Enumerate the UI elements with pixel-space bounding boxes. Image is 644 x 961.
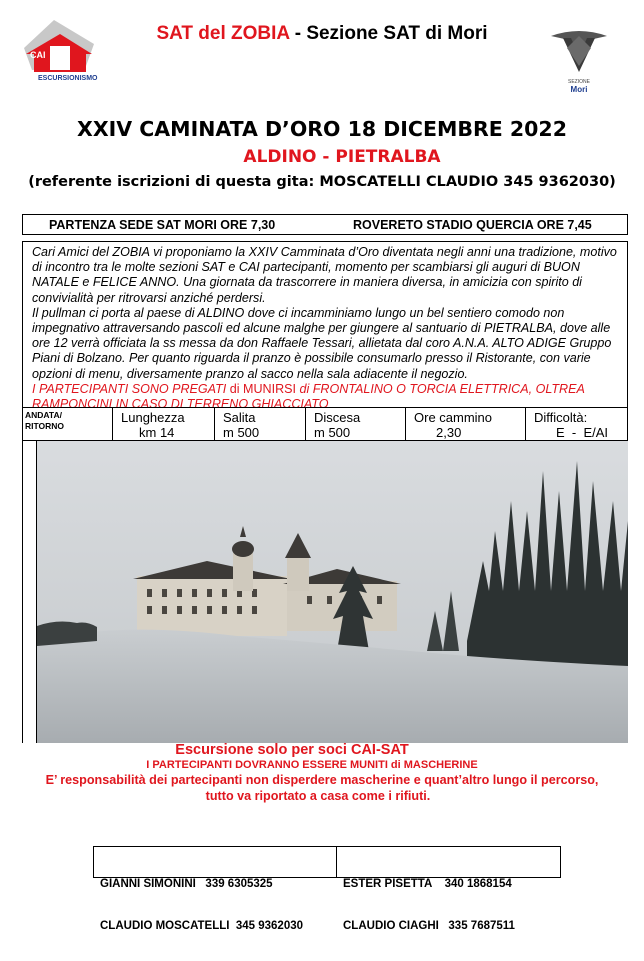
- salita-value: m 500: [223, 425, 260, 440]
- contact-moscatelli: CLAUDIO MOSCATELLI 345 9362030: [100, 920, 304, 932]
- lunghezza-label: Lunghezza: [121, 410, 185, 425]
- departure-rovereto: ROVERETO STADIO QUERCIA ORE 7,45: [353, 218, 592, 232]
- lunghezza-cell: [113, 408, 215, 440]
- cai-logo-text: CAI: [30, 50, 46, 60]
- mascherine-note: I PARTECIPANTI DOVRANNO ESSERE MUNITI di MASCHERINE: [146, 759, 478, 771]
- sezione-logo-text: SEZIONE: [568, 79, 590, 85]
- header-title: [0, 23, 644, 45]
- event-referente: (referente iscrizioni di questa gita: MOSCATELLI CLAUDIO 345 9362030): [28, 174, 616, 190]
- header-title-red: SAT del ZOBIA: [156, 23, 290, 44]
- warning-part-c: di FRONTALINO O TORCIA ELETTRICA, OLTREA RAMPONCINI IN CASO DI TERRENO GHIACCIATO: [32, 381, 585, 412]
- stats-row: [22, 407, 628, 441]
- soci-note: Escursione solo per soci CAI-SAT: [175, 742, 409, 758]
- contacts-right: [337, 847, 515, 932]
- contacts-table: [93, 846, 561, 932]
- ore-cammino-label: Ore cammino: [414, 410, 493, 425]
- andata-label: ANDATA/: [25, 410, 62, 420]
- discesa-value: m 500: [314, 425, 351, 440]
- sanctuary-photo: [36, 441, 628, 743]
- contact-simonini: GIANNI SIMONINI 339 6305325: [100, 878, 273, 890]
- difficolta-label: Difficoltà:: [534, 410, 588, 425]
- salita-label: Salita: [223, 410, 256, 425]
- description-intro: Cari Amici del ZOBIA vi proponiamo la XXIV Camminata d’Oro diventata negli anni una tradizione, motivo di incontro tra le molte sezioni SAT e CAI partecipanti, momento per scambiarsi gli auguri di BUON NATALE e FELICE ANNO. Una giornata da trascorrere in maniera diversa, in amicizia con spirito di convivialità per ritrovarsi anziché perdersi.: [32, 245, 617, 305]
- description-box: [22, 241, 628, 412]
- lunghezza-value: km 14: [139, 425, 175, 440]
- discesa-label: Discesa: [314, 410, 361, 425]
- warning-part-b: di MUNIRSI: [226, 381, 300, 396]
- event-title: XXIV CAMINATA D’ORO 18 DICEMBRE 2022: [77, 117, 567, 141]
- left-border-rule: [22, 441, 23, 743]
- responsabilita-note: E’ responsabilità dei partecipanti non disperdere mascherine e quant’altro lungo il percorso,: [45, 773, 599, 787]
- contacts-left: [94, 847, 337, 932]
- rifiuti-note: tutto va riportato a casa come i rifiuti.: [205, 789, 431, 803]
- escursionismo-logo-text: ESCURSIONISMO: [38, 75, 98, 82]
- ore-cammino-value: 2,30: [436, 425, 462, 440]
- header-title-rest: - Sezione SAT di Mori: [289, 23, 488, 44]
- departure-mori: PARTENZA SEDE SAT MORI ORE 7,30: [49, 218, 276, 232]
- contact-ciaghi: CLAUDIO CIAGHI 335 7687511: [343, 920, 515, 932]
- andata-ritorno-cell: [23, 408, 113, 440]
- difficolta-cell: [526, 408, 627, 440]
- excursion-notes: [0, 742, 644, 804]
- contact-pisetta: ESTER PISETTA 340 1868154: [343, 878, 512, 890]
- sat-mori-logo: [549, 26, 609, 96]
- ore-cammino-cell: [406, 408, 526, 440]
- discesa-cell: [306, 408, 406, 440]
- event-subtitle: ALDINO - PIETRALBA: [243, 147, 441, 167]
- mori-logo-text: Mori: [570, 85, 588, 94]
- salita-cell: [215, 408, 306, 440]
- ritorno-label: RITORNO: [25, 421, 65, 431]
- departure-box: [22, 214, 628, 235]
- warning-part-a: I PARTECIPANTI SONO PREGATI: [32, 381, 227, 396]
- difficolta-value: E - E/AI: [556, 425, 609, 440]
- description-itinerary: Il pullman ci porta al paese di ALDINO dove ci incamminiamo lungo un bel sentiero comodo non impegnativo attraversando pascoli ed alcune malghe per giungere al santuario di PIETRALBA, dove alle ore 12 verrà officiata la ss messa da don Raffaele Tessari, allietata dal coro A.N.A. ALTO ADIGE Gruppo Piani di Bolzano. Per quanto riguarda il pranzo è possibile consumarlo presso il Ristorante, con varie opzioni di menu, diversamente pranzo al sacco nella sala adiacente il negozio.: [32, 305, 612, 381]
